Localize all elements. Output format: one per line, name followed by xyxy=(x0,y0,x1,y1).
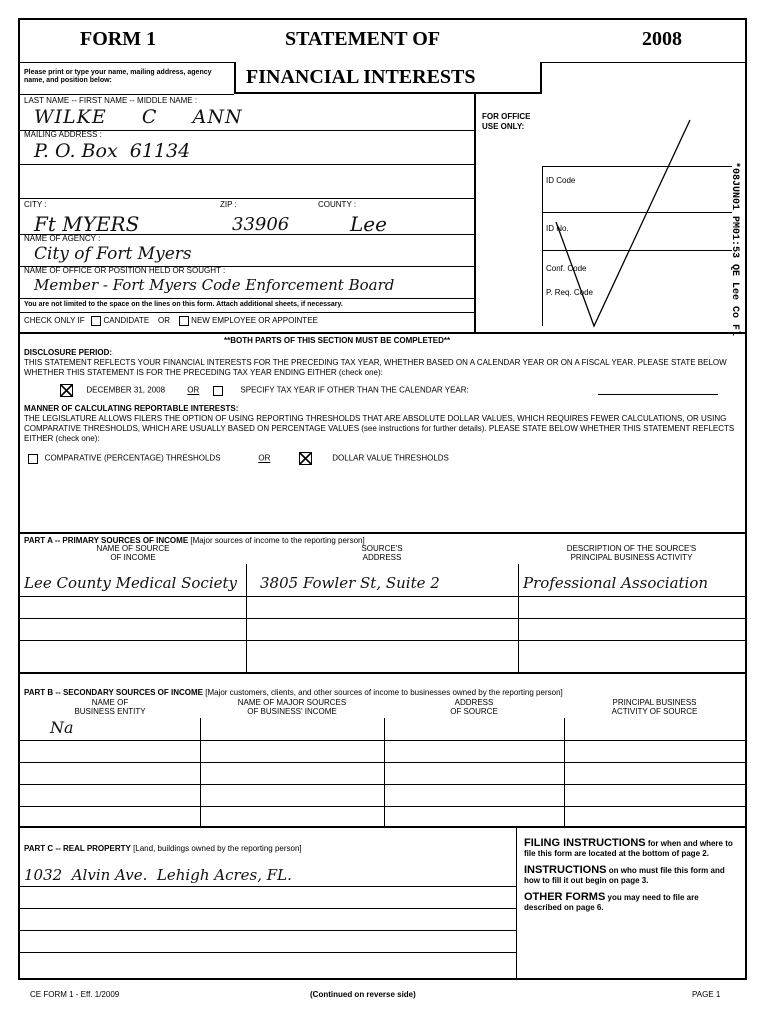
filing-text: for when and where to file this form are located at the bottom of page 2. xyxy=(524,839,733,858)
mailing-value[interactable]: P. O. Box 61134 xyxy=(34,140,191,162)
id-code-label: ID Code xyxy=(546,176,576,185)
part-a-row1-address[interactable]: 3805 Fowler St, Suite 2 xyxy=(260,574,440,592)
checkmark-icon xyxy=(536,112,696,332)
part-b-row1-name[interactable]: Na xyxy=(50,718,74,737)
period-label: DISCLOSURE PERIOD: xyxy=(24,348,113,357)
part-c-row1[interactable]: 1032 Alvin Ave. Lehigh Acres, FL. xyxy=(24,866,292,884)
instructions-heading: INSTRUCTIONS xyxy=(524,864,607,876)
conf-code-label: Conf. Code xyxy=(546,264,587,273)
specify-field[interactable] xyxy=(598,394,718,395)
part-b-col1-header: NAME OF BUSINESS ENTITY xyxy=(74,698,146,716)
candidate-checkbox[interactable] xyxy=(91,316,101,326)
part-c-title: PART C -- REAL PROPERTY xyxy=(24,844,131,853)
part-a-title: PART A -- PRIMARY SOURCES OF INCOME xyxy=(24,536,189,545)
dollar-check-mark-icon xyxy=(299,452,312,465)
period-options xyxy=(60,384,469,397)
mailing-label: MAILING ADDRESS : xyxy=(24,130,102,139)
part-a-col1-header: NAME OF SOURCE OF INCOME xyxy=(96,544,170,562)
dollar-label: DOLLAR VALUE THRESHOLDS xyxy=(332,453,449,463)
check-row xyxy=(24,316,318,326)
part-b-subtitle: [Major customers, clients, and other sources of income to businesses owned by the reporting person] xyxy=(205,688,563,697)
dollar-checkbox[interactable] xyxy=(299,452,312,465)
footer-page: PAGE 1 xyxy=(692,990,721,999)
form-page xyxy=(18,18,747,980)
footer-continued: (Continued on reverse side) xyxy=(310,990,416,999)
footer-form-id: CE FORM 1 - Eff. 1/2009 xyxy=(30,990,120,999)
zip-value[interactable]: 33906 xyxy=(232,214,290,235)
position-value[interactable]: Member - Fort Myers Code Enforcement Board xyxy=(34,276,395,294)
county-label: COUNTY : xyxy=(318,200,357,209)
form-title-line1: STATEMENT OF xyxy=(285,28,441,50)
zip-label: ZIP : xyxy=(220,200,237,209)
form-title-line2: FINANCIAL INTERESTS xyxy=(246,66,476,88)
filing-instructions xyxy=(524,838,738,859)
instructions-text: on who must file this form and how to fill it out begin on page 3. xyxy=(524,866,725,885)
position-label: NAME OF OFFICE OR POSITION HELD OR SOUGHT : xyxy=(24,266,226,275)
part-b-col2-header: NAME OF MAJOR SOURCES OF BUSINESS' INCOME xyxy=(237,698,347,716)
manner-text: THE LEGISLATURE ALLOWS FILERS THE OPTION OF USING REPORTING THRESHOLDS THAT ARE ABSOLUTE DOLLAR VALUES, WHICH REQUIRES FEWER CALCULATIONS, OR USING COMPARATIVE THRESHOLDS, WHICH ARE USUALLY BASED ON PERCENTAGE VALUES (see instructions for further details). PLEASE STATE BELOW WHETHER THIS STATEMENT REFLECTS EITHER (check one): xyxy=(24,414,735,443)
who-instructions xyxy=(524,865,738,886)
print-note: Please print or type your name, mailing address, agency name, and position below: xyxy=(24,69,212,84)
manner-label: MANNER OF CALCULATING REPORTABLE INTERESTS: xyxy=(24,404,239,413)
specify-label: SPECIFY TAX YEAR IF OTHER THAN THE CALENDAR YEAR: xyxy=(240,385,469,395)
period-or: OR xyxy=(187,385,200,395)
dec31-check-mark-icon xyxy=(60,384,73,397)
new-employee-label: NEW EMPLOYEE OR APPOINTEE xyxy=(191,316,318,326)
other-forms-text: you may need to file are described on page 6. xyxy=(524,893,699,912)
form-year: 2008 xyxy=(642,28,682,50)
check-only-label: CHECK ONLY IF xyxy=(24,316,85,326)
part-c-heading xyxy=(24,844,302,853)
part-a-subtitle: [Major sources of income to the reporting person] xyxy=(190,536,365,545)
period-text: THIS STATEMENT REFLECTS YOUR FINANCIAL INTERESTS FOR THE PRECEDING TAX YEAR, WHETHER BASED ON A CALENDAR YEAR OR ON A FISCAL YEAR. PLEASE STATE BELOW WHETHER THIS STATEMENT IS FOR THE PRECEDING TAX YEAR ENDING EITHER (check one): xyxy=(24,358,727,377)
received-stamp xyxy=(729,162,743,337)
part-c-subtitle: [Land, buildings owned by the reporting person] xyxy=(133,844,302,853)
part-a-col2-header: SOURCE'S ADDRESS xyxy=(361,544,403,562)
p-req-code-label: P. Req. Code xyxy=(546,288,593,297)
part-b-col4-header: PRINCIPAL BUSINESS ACTIVITY OF SOURCE xyxy=(611,698,698,716)
dec31-checkbox[interactable] xyxy=(60,384,73,397)
stamp-text: *08JUN01 PM01:53 QE Lee Co Fl xyxy=(729,162,740,337)
instructions-panel xyxy=(524,838,738,913)
manner-options xyxy=(28,452,449,465)
limit-note: You are not limited to the space on the lines on this form. Attach additional sheets, if necessary. xyxy=(24,301,343,308)
agency-label: NAME OF AGENCY : xyxy=(24,234,101,243)
other-forms xyxy=(524,892,738,913)
comparative-label: COMPARATIVE (PERCENTAGE) THRESHOLDS xyxy=(44,453,221,463)
part-b-heading xyxy=(24,688,563,697)
name-label: LAST NAME -- FIRST NAME -- MIDDLE NAME : xyxy=(24,96,198,105)
form-number: FORM 1 xyxy=(80,28,157,50)
name-value[interactable]: WILKE C ANN xyxy=(34,106,243,128)
office-use-label xyxy=(482,112,530,132)
city-value[interactable]: Ft MYERS xyxy=(34,212,140,236)
both-parts-note: **BOTH PARTS OF THIS SECTION MUST BE COMPLETED** xyxy=(224,336,451,345)
part-a-col3-header: DESCRIPTION OF THE SOURCE'S PRINCIPAL BUSINESS ACTIVITY xyxy=(566,544,697,562)
or-label: OR xyxy=(158,316,171,326)
county-value[interactable]: Lee xyxy=(350,212,387,236)
dec31-label: DECEMBER 31, 2008 xyxy=(86,385,166,395)
other-forms-heading: OTHER FORMS xyxy=(524,891,606,903)
part-b-title: PART B -- SECONDARY SOURCES OF INCOME xyxy=(24,688,203,697)
manner-or: OR xyxy=(258,453,271,463)
candidate-label: CANDIDATE xyxy=(103,316,150,326)
comparative-checkbox[interactable] xyxy=(28,454,38,464)
specify-checkbox[interactable] xyxy=(213,386,223,396)
office-use-line2: USE ONLY: xyxy=(482,122,525,131)
office-use-box xyxy=(474,92,749,337)
part-b-col3-header: ADDRESS OF SOURCE xyxy=(450,698,498,716)
part-a-row1-description[interactable]: Professional Association xyxy=(523,574,709,592)
office-use-line1: FOR OFFICE xyxy=(482,112,531,121)
id-no-label: ID No. xyxy=(546,224,569,233)
city-label: CITY : xyxy=(24,200,47,209)
filing-heading: FILING INSTRUCTIONS xyxy=(524,837,646,849)
agency-value[interactable]: City of Fort Myers xyxy=(34,244,192,264)
part-a-row1-name[interactable]: Lee County Medical Society xyxy=(24,574,238,592)
new-employee-checkbox[interactable] xyxy=(179,316,189,326)
